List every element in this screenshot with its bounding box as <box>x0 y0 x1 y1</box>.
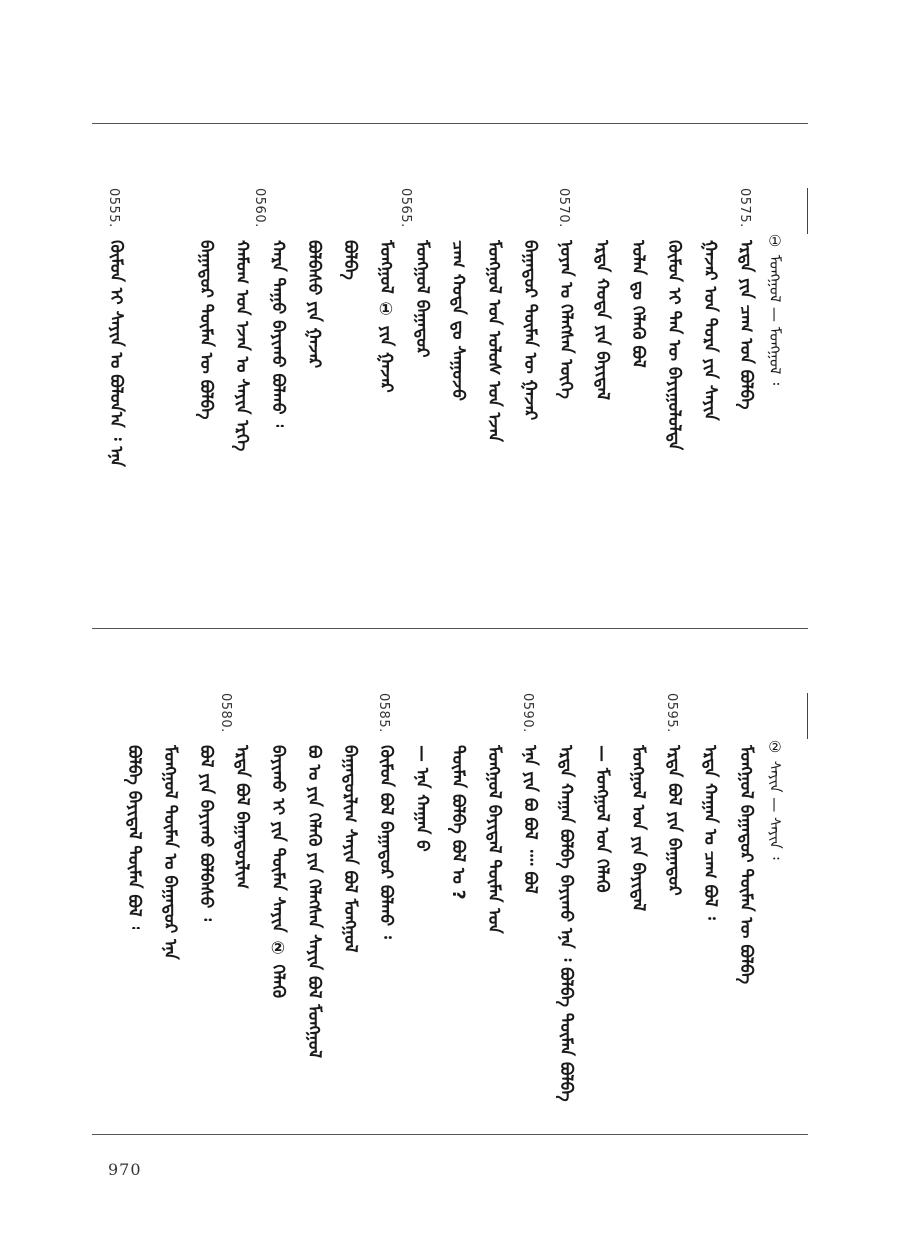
text-column: ᠡᠷᠲᠡ ᠬᠠᠭᠠᠨ ᠪᠣᠯᠪᠠ ᠪᠠᠶᠢᠬᠤ ᠡᠨᠡ ᠄ ᠪᠣᠯᠪᠠ ᠲᠦᠮᠡᠨ ᠪᠣᠯᠪᠠ <box>556 745 576 1102</box>
lower-footnote <box>766 738 784 860</box>
bottom-rule <box>92 1134 808 1135</box>
text-column: ᠪᠠᠭᠠᠲᠤᠷ ᠲᠦᠮᠡᠨ ᠦ ᠭᠠᠵᠠᠷ <box>520 240 540 421</box>
text-column: ᠪᠣᠯᠪᠠᠰᠤ ᠶᠢᠨ ᠭᠠᠵᠠᠷ <box>304 240 324 369</box>
text-column: — ᠡᠨᠡ ᠬᠠᠭᠠᠨ ᠪ <box>412 745 432 852</box>
upper-footnote-rule <box>807 188 808 234</box>
text-column: ᠬᠠᠷᠠ ᠳᠠᠭᠤ ᠪᠠᠶᠢᠬᠤ ᠪᠣᠯᠬᠤ ᠄ <box>268 240 288 428</box>
text-column: ᠡᠷᠲᠡ ᠬᠣᠲᠠ ᠶᠢᠨ ᠪᠠᠶᠢᠳᠠᠯ <box>592 240 612 401</box>
text-column: ᠮᠣᠩᠭᠣᠯ ᠪᠠᠭᠠᠲᠤᠷ <box>412 240 432 358</box>
footnote-text: ᠮᠣᠩᠭᠣᠯ — ᠮᠣᠩᠭᠣᠯ ᠄ <box>766 254 784 386</box>
text-column: ᠭᠠᠵᠠᠷ ᠤᠨ ᠳᠣᠷᠠ ᠶᠢᠨ ᠰᠠᠶᠢᠨ <box>700 240 720 421</box>
line-number: 0580. <box>218 693 233 733</box>
text-column: ᠪᠣᠯᠪᠠ ᠪᠠᠶᠢᠳᠠᠯ ᠲᠦᠮᠡᠨ ᠪᠣᠯ ᠄ <box>124 745 144 930</box>
lower-footnote-rule <box>807 693 808 739</box>
text-column: — ᠮᠣᠩᠭᠣᠯ ᠤᠨ ᠬᠡᠯᠡᠬᠦ <box>592 745 612 893</box>
text-column: ᠡᠷᠲᠡ ᠪᠣᠯ ᠶᠢᠨ ᠪᠠᠭᠠᠲᠤᠷ <box>664 745 684 896</box>
text-column: ᠡᠷᠲᠡ ᠪᠣᠯ ᠪᠠᠭᠠᠲᠤᠷᠯᠢᠭ <box>232 745 252 890</box>
footnote-marker: ① <box>766 232 784 250</box>
text-column: ᠴᠠᠭ ᠬᠣᠲᠠ ᠳᠤ ᠰᠠᠭᠤᠵᠤ <box>448 240 468 401</box>
text-column: ᠮᠣᠩᠭᠣᠯ ᠤᠨ ᠤᠯᠤᠰ ᠤᠨ ᠡᠵᠡᠨ <box>484 240 504 442</box>
text-column: ᠬᠥᠮᠦᠨ ᠢ ᠲᠡᠨ ᠦ ᠪᠠᠶᠢᠭᠤᠯᠤᠯᠲᠠ <box>664 240 684 451</box>
line-number: 0570. <box>556 188 571 228</box>
text-column: ᠡᠨᠡ ᠶᠢᠨ ᠪᠣ ᠪᠣᠯ ᠁ ᠪᠣᠯ <box>520 745 540 894</box>
line-number: 0585. <box>376 693 391 733</box>
text-column: ᠬᠠᠮᠤᠭ ᠤᠨ ᠡᠵᠡᠨ ᠤ ᠰᠠᠶᠢᠨ ᠡᠷᠬᠡ <box>232 240 252 452</box>
text-column: ᠬᠦᠮᠦᠨ ᠢ ᠰᠠᠶᠢᠨ ᠤ ᠪᠣᠯᠤᠨ᠎ᠠ ᠄ ᠡᠨᠡ <box>106 240 126 467</box>
middle-rule <box>92 628 808 629</box>
text-column: ᠪᠣᠯ ᠶᠢᠨ ᠪᠠᠶᠢᠬᠤ ᠪᠣᠯᠪᠠᠰᠤ ᠄ <box>196 745 216 922</box>
line-number: 0555. <box>106 188 121 228</box>
line-number: 0565. <box>398 188 413 228</box>
line-number: 0575. <box>737 188 752 228</box>
text-column: ᠪᠠᠭᠠᠲᠤᠷᠯᠢᠭ ᠰᠠᠶᠢᠨ ᠪᠣᠯ ᠮᠣᠩᠭᠣᠯ <box>340 745 360 953</box>
text-column: ᠮᠣᠩᠭᠣᠯ ᠪᠠᠶᠢᠳᠠᠯ ᠲᠦᠮᠡᠨ ᠤᠨ <box>484 745 504 934</box>
line-number: 0560. <box>252 188 267 228</box>
text-column: ᠨᠣᠶᠠᠨ ᠤ ᠬᠡᠯᠡᠭᠰᠡᠨ ᠦᠭᠡ <box>556 240 576 399</box>
text-column: ᠲᠦᠮᠡᠨ ᠪᠣᠯᠪᠠ ᠪᠣᠯ ᠤ ? <box>448 745 468 900</box>
text-column: ᠣᠯᠠᠨ ᠳᠤ ᠬᠡᠯᠡᠬᠦ ᠪᠣᠯ <box>628 240 648 368</box>
text-column: ᠪᠠᠭᠠᠲᠤᠷ ᠲᠦᠮᠡᠨ ᠦ ᠪᠣᠯᠪᠠ <box>196 240 216 420</box>
text-column: ᠪᠣ ᠤ ᠶᠢᠨ ᠬᠡᠯᠡᠬᠦ ᠶᠢᠨ ᠬᠡᠯᠡᠭᠰᠡᠨ ᠰᠠᠶᠢᠨ ᠪᠣᠯ ᠮᠣᠩᠭᠣᠯ <box>304 745 324 1059</box>
text-column: ᠮᠣᠩᠭᠣᠯ ① ᠶᠢᠨ ᠭᠠᠵᠠᠷ <box>376 240 396 393</box>
footnote-text: ᠰᠠᠶᠢᠨ — ᠰᠠᠶᠢᠨ ᠄ <box>766 760 784 860</box>
top-rule <box>92 123 808 124</box>
line-number: 0595. <box>664 693 679 733</box>
text-column: ᠮᠣᠩᠭᠣᠯ ᠲᠦᠮᠡᠨ ᠤ ᠪᠠᠭᠠᠲᠤᠷ ᠡᠨᠡ <box>160 745 180 960</box>
page-number: 970 <box>108 1160 142 1179</box>
text-column: ᠡᠷᠲᠡ ᠶᠢᠨ ᠴᠠᠭ ᠤᠨ ᠪᠣᠯᠪᠠ <box>736 240 756 410</box>
text-column: ᠪᠣᠯᠪᠠ <box>340 240 360 280</box>
text-column: ᠡᠷᠲᠡ ᠬᠠᠭᠠᠨ ᠤ ᠴᠠᠭ ᠪᠣᠯ ᠄ <box>700 745 720 920</box>
text-column: ᠮᠣᠩᠭᠣᠯ ᠪᠠᠭᠠᠲᠤᠷ ᠲᠦᠮᠡᠨ ᠦ ᠪᠣᠯᠪᠠ <box>736 745 756 985</box>
text-column: ᠬᠥᠮᠦᠨ ᠪᠣᠯ ᠪᠠᠭᠠᠲᠤᠷ ᠪᠣᠯᠬᠤ ᠄ <box>376 745 396 939</box>
footnote-marker: ② <box>766 738 784 756</box>
upper-footnote <box>766 232 784 385</box>
line-number: 0590. <box>520 693 535 733</box>
text-column: ᠪᠠᠶᠢᠬᠤ ᠢ ᠶᠢᠨ ᠲᠦᠮᠡᠨ ᠰᠠᠶᠢᠨ ② ᠬᠡᠯᠡᠬᠦ <box>268 745 288 999</box>
text-column: ᠮᠣᠩᠭᠣᠯ ᠤᠨ ᠶᠢᠨ ᠪᠠᠶᠢᠳᠠᠯ <box>628 745 648 912</box>
